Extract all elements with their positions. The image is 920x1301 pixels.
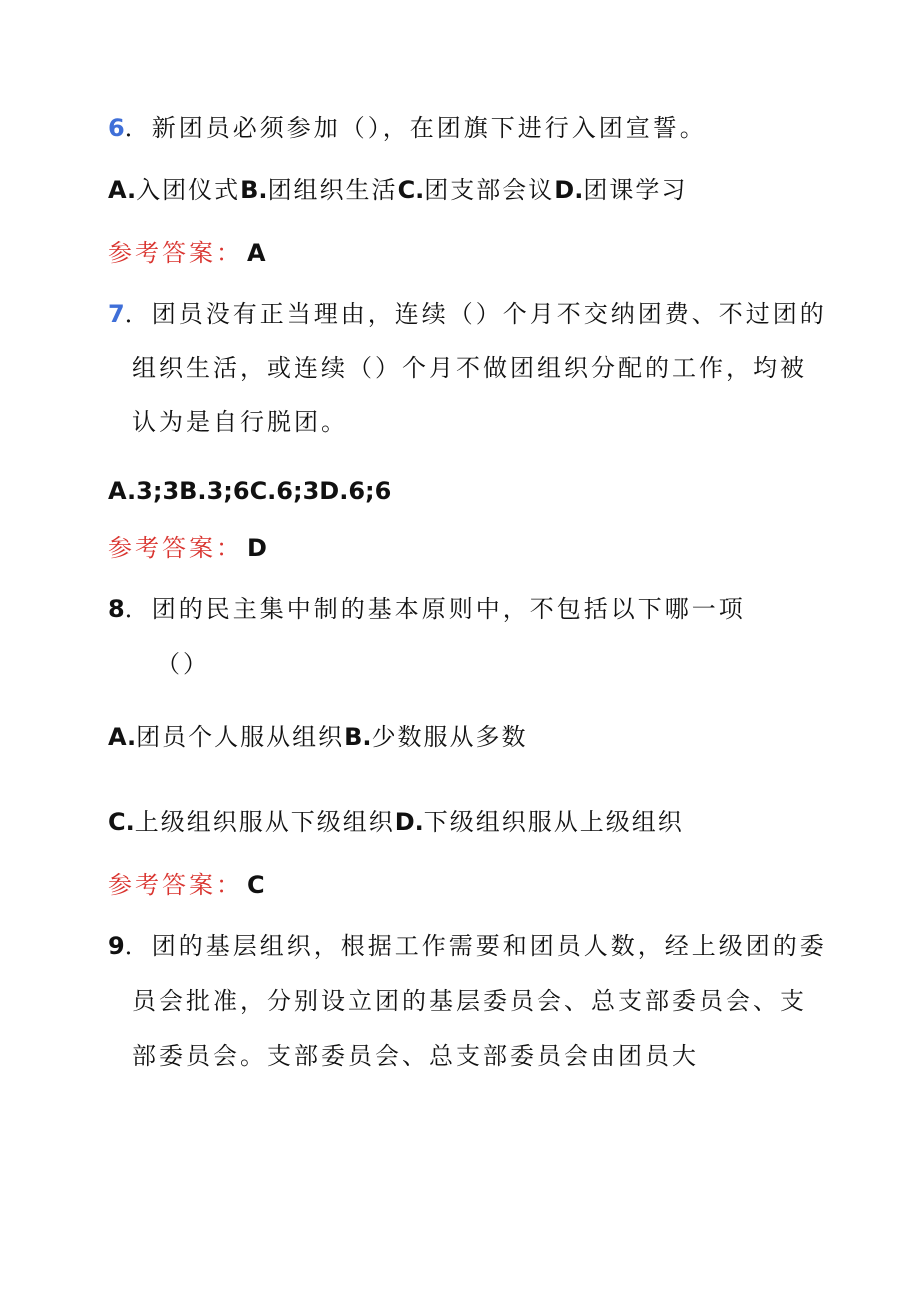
question-8-number: 8 xyxy=(108,595,125,623)
answer-label: 参考答案： xyxy=(108,239,243,267)
answer-label: 参考答案： xyxy=(108,871,243,899)
answer-value: A xyxy=(247,239,266,267)
question-6-answer xyxy=(108,237,266,269)
option-text: 团支部会议 xyxy=(424,176,555,204)
question-7-stem-text: ．团员没有正当理由，连续（）个月不交纳团费、不过团的 xyxy=(124,300,827,328)
option-text: 3;6 xyxy=(206,477,250,505)
question-8-stem-text: ．团的民主集中制的基本原则中，不包括以下哪一项 xyxy=(124,595,746,623)
option-text: 下级组织服从上级组织 xyxy=(423,808,684,836)
option-text: 3;3 xyxy=(136,477,180,505)
question-6-number: 6 xyxy=(108,114,125,142)
question-7-options xyxy=(108,475,391,507)
question-6-options xyxy=(108,174,687,206)
question-7-number: 7 xyxy=(108,300,125,328)
question-6-stem-text: ．新团员必须参加（），在团旗下进行入团宣誓。 xyxy=(124,114,707,142)
option-key: D. xyxy=(394,808,424,836)
question-9-number: 9 xyxy=(108,932,125,960)
question-8-stem-line-2: （） xyxy=(156,650,210,678)
option-text: 6;3 xyxy=(276,477,320,505)
question-7-stem-line-2: 组织生活，或连续（）个月不做团组织分配的工作，均被 xyxy=(132,354,807,382)
question-9-stem-line-2: 员会批准，分别设立团的基层委员会、总支部委员会、支 xyxy=(132,987,807,1015)
question-8-options-line-1 xyxy=(108,721,528,753)
answer-label: 参考答案： xyxy=(108,534,243,562)
option-text: 团课学习 xyxy=(583,176,688,204)
option-key: C. xyxy=(397,176,425,204)
question-9-stem-line-3: 部委员会。支部委员会、总支部委员会由团员大 xyxy=(132,1042,699,1070)
question-9-stem-line-1 xyxy=(108,930,827,962)
answer-value: C xyxy=(247,871,265,899)
option-text: 少数服从多数 xyxy=(371,723,528,751)
option-key: B. xyxy=(240,176,268,204)
option-key: D. xyxy=(319,477,349,505)
question-7-answer xyxy=(108,532,267,564)
question-8-answer xyxy=(108,869,265,901)
option-key: A. xyxy=(108,176,137,204)
option-text: 上级组织服从下级组织 xyxy=(134,808,395,836)
question-8-stem-line-1 xyxy=(108,593,746,625)
option-text: 团组织生活 xyxy=(267,176,398,204)
option-text: 6;6 xyxy=(348,477,392,505)
question-6-stem-line-1 xyxy=(108,112,707,144)
option-key: B. xyxy=(344,723,372,751)
option-key: A. xyxy=(108,723,137,751)
question-7-stem-line-1 xyxy=(108,298,827,330)
option-key: D. xyxy=(554,176,584,204)
option-key: C. xyxy=(108,808,135,836)
option-key: C. xyxy=(249,477,277,505)
option-key: A. xyxy=(108,477,137,505)
question-7-stem-line-3: 认为是自行脱团。 xyxy=(132,408,348,436)
option-text: 入团仪式 xyxy=(136,176,241,204)
question-9-stem-text: ．团的基层组织，根据工作需要和团员人数，经上级团的委 xyxy=(124,932,827,960)
answer-value: D xyxy=(247,534,267,562)
option-text: 团员个人服从组织 xyxy=(136,723,345,751)
question-8-options-line-2 xyxy=(108,806,684,838)
option-key: B. xyxy=(179,477,207,505)
